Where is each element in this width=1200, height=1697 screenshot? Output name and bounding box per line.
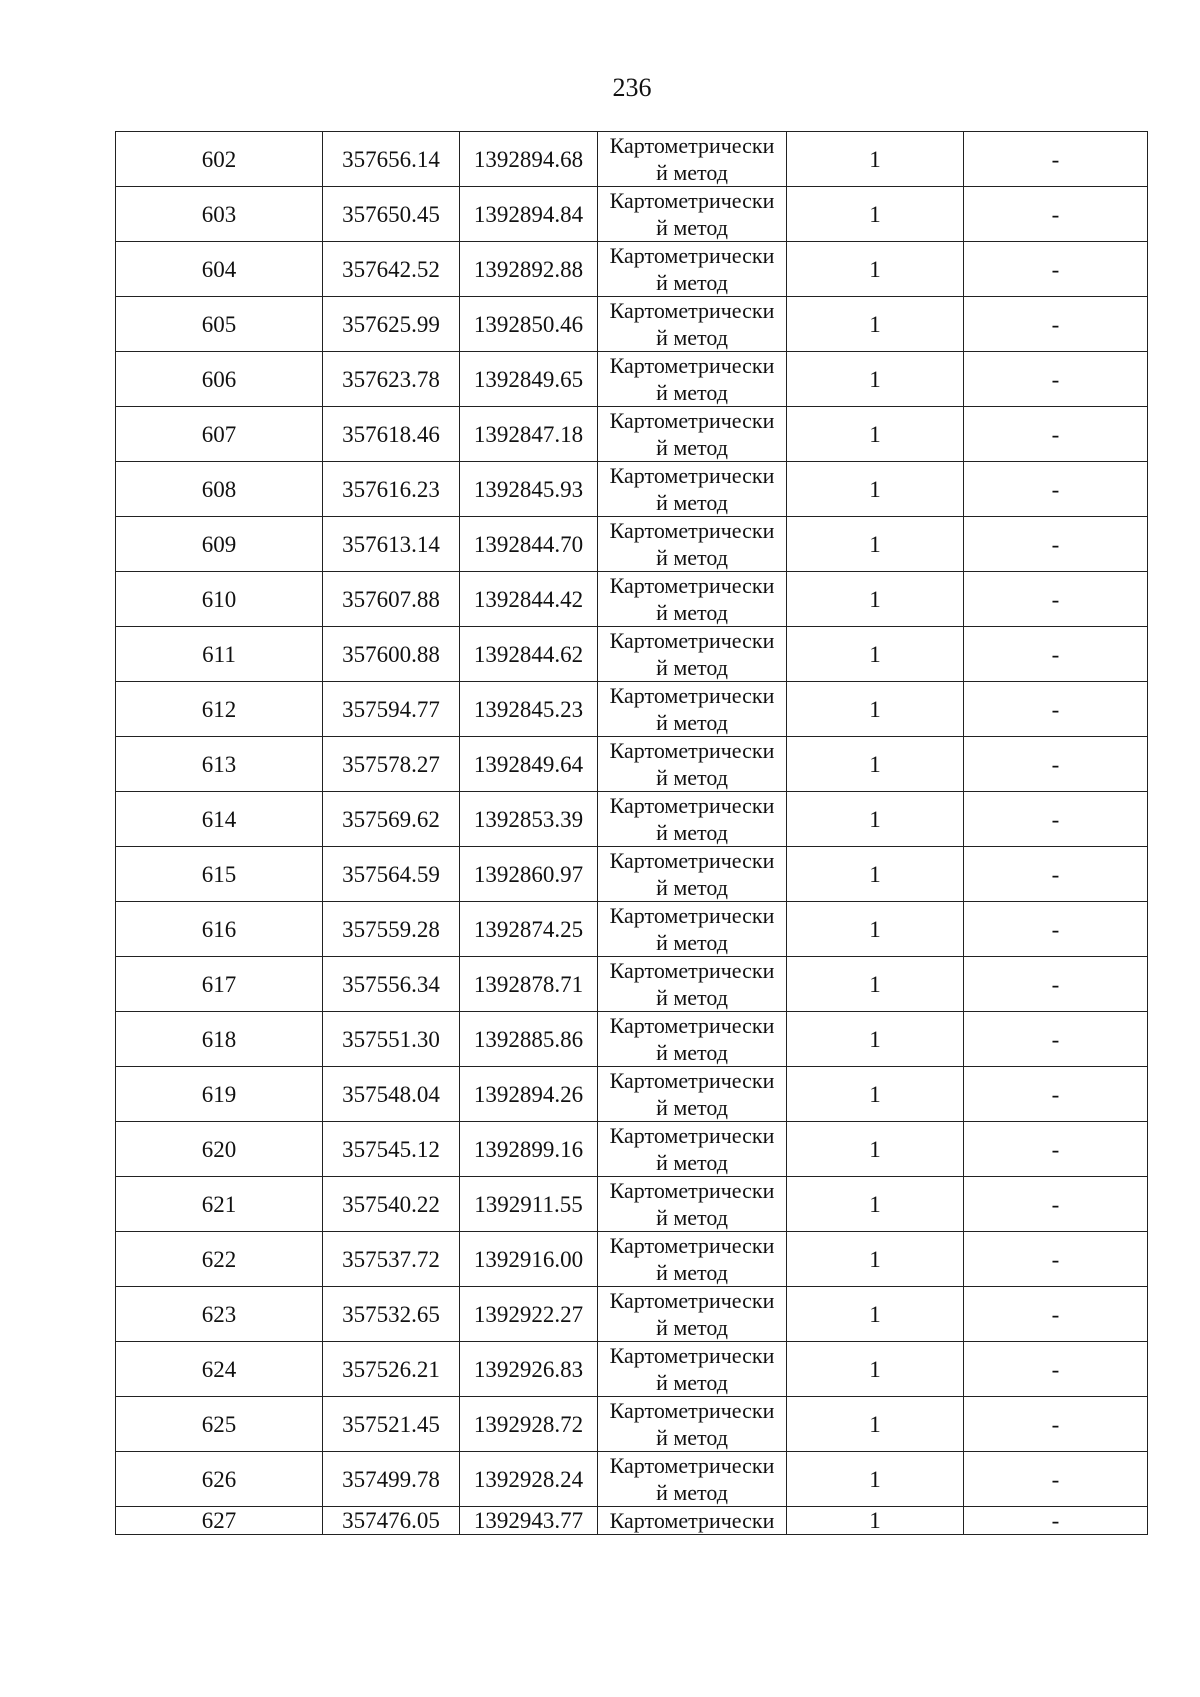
- cell-point-number: 609: [116, 517, 323, 572]
- cell-note: -: [964, 352, 1148, 407]
- method-line-1: Картометрически: [609, 958, 775, 983]
- method-line-1: Картометрически: [609, 1123, 775, 1148]
- cell-note: -: [964, 132, 1148, 187]
- cell-method: [598, 242, 787, 297]
- method-line-2: й метод: [656, 215, 728, 240]
- method-line-2: й метод: [656, 765, 728, 790]
- table-row: [116, 517, 1148, 572]
- cell-x-coordinate: 357551.30: [323, 1012, 460, 1067]
- method-line-1: Картометрически: [609, 683, 775, 708]
- cell-note: -: [964, 737, 1148, 792]
- cell-y-coordinate: 1392926.83: [460, 1342, 598, 1397]
- cell-y-coordinate: 1392845.23: [460, 682, 598, 737]
- table-row: [116, 242, 1148, 297]
- cell-point-number: 624: [116, 1342, 323, 1397]
- cell-method: [598, 682, 787, 737]
- method-line-2: й метод: [656, 930, 728, 955]
- table-row: [116, 352, 1148, 407]
- method-line-1: Картометрически: [609, 1453, 775, 1478]
- cell-method: [598, 1067, 787, 1122]
- cell-x-coordinate: 357625.99: [323, 297, 460, 352]
- table-row: [116, 1012, 1148, 1067]
- cell-point-number: 607: [116, 407, 323, 462]
- cell-precision: 1: [787, 627, 964, 682]
- method-line-1: Картометрически: [609, 1233, 775, 1258]
- table-row: [116, 682, 1148, 737]
- cell-y-coordinate: 1392849.65: [460, 352, 598, 407]
- cell-note: -: [964, 1397, 1148, 1452]
- cell-y-coordinate: 1392899.16: [460, 1122, 598, 1177]
- cell-y-coordinate: 1392844.42: [460, 572, 598, 627]
- cell-y-coordinate: 1392911.55: [460, 1177, 598, 1232]
- method-line-1: Картометрически: [609, 298, 775, 323]
- cell-method: [598, 462, 787, 517]
- cell-note: -: [964, 297, 1148, 352]
- cell-point-number: 621: [116, 1177, 323, 1232]
- cell-note: -: [964, 1287, 1148, 1342]
- cell-precision: 1: [787, 462, 964, 517]
- cell-precision: 1: [787, 297, 964, 352]
- cell-method: [598, 352, 787, 407]
- cell-point-number: 611: [116, 627, 323, 682]
- table-row: [116, 792, 1148, 847]
- cell-precision: 1: [787, 1507, 964, 1535]
- cell-y-coordinate: 1392850.46: [460, 297, 598, 352]
- cell-point-number: 602: [116, 132, 323, 187]
- cell-y-coordinate: 1392892.88: [460, 242, 598, 297]
- cell-method: [598, 1232, 787, 1287]
- table-row: [116, 1507, 1148, 1535]
- cell-x-coordinate: 357656.14: [323, 132, 460, 187]
- cell-y-coordinate: 1392943.77: [460, 1507, 598, 1535]
- method-line-1: Картометрически: [609, 1178, 775, 1203]
- table-row: [116, 627, 1148, 682]
- cell-precision: 1: [787, 187, 964, 242]
- method-line-2: й метод: [656, 325, 728, 350]
- cell-precision: 1: [787, 132, 964, 187]
- method-line-1: Картометрически: [609, 1288, 775, 1313]
- cell-note: -: [964, 572, 1148, 627]
- cell-method: [598, 517, 787, 572]
- cell-precision: 1: [787, 847, 964, 902]
- cell-method: [598, 572, 787, 627]
- method-line-1: Картометрически: [609, 793, 775, 818]
- cell-x-coordinate: 357600.88: [323, 627, 460, 682]
- method-line-1: Картометрически: [609, 573, 775, 598]
- cell-method: [598, 297, 787, 352]
- method-line-2: й метод: [656, 985, 728, 1010]
- cell-point-number: 605: [116, 297, 323, 352]
- cell-point-number: 625: [116, 1397, 323, 1452]
- cell-x-coordinate: 357521.45: [323, 1397, 460, 1452]
- table-row: [116, 847, 1148, 902]
- table-row: [116, 297, 1148, 352]
- cell-y-coordinate: 1392916.00: [460, 1232, 598, 1287]
- cell-precision: 1: [787, 1122, 964, 1177]
- cell-method: [598, 847, 787, 902]
- method-line-1: Картометрически: [609, 738, 775, 763]
- cell-point-number: 626: [116, 1452, 323, 1507]
- cell-precision: 1: [787, 1342, 964, 1397]
- cell-precision: 1: [787, 517, 964, 572]
- cell-note: -: [964, 1342, 1148, 1397]
- method-line-1: Картометрически: [609, 353, 775, 378]
- cell-method: [598, 957, 787, 1012]
- cell-y-coordinate: 1392885.86: [460, 1012, 598, 1067]
- cell-y-coordinate: 1392849.64: [460, 737, 598, 792]
- table-row: [116, 1232, 1148, 1287]
- cell-precision: 1: [787, 1177, 964, 1232]
- method-line-1: Картометрически: [609, 1068, 775, 1093]
- cell-precision: 1: [787, 1232, 964, 1287]
- cell-method: [598, 407, 787, 462]
- cell-y-coordinate: 1392874.25: [460, 902, 598, 957]
- method-line-2: й метод: [656, 600, 728, 625]
- cell-point-number: 615: [116, 847, 323, 902]
- table-row: [116, 737, 1148, 792]
- cell-point-number: 622: [116, 1232, 323, 1287]
- method-line-1: Картометрически: [609, 518, 775, 543]
- method-line-1: Картометрически: [609, 1398, 775, 1423]
- method-line-2: й метод: [656, 1480, 728, 1505]
- cell-point-number: 627: [116, 1507, 323, 1535]
- table-row: [116, 1452, 1148, 1507]
- cell-note: -: [964, 792, 1148, 847]
- method-line-1: Картометрически: [609, 903, 775, 928]
- cell-x-coordinate: 357537.72: [323, 1232, 460, 1287]
- cell-x-coordinate: 357499.78: [323, 1452, 460, 1507]
- method-line-2: й метод: [656, 1150, 728, 1175]
- cell-note: -: [964, 957, 1148, 1012]
- method-line-1: Картометрически: [609, 188, 775, 213]
- method-line-2: й метод: [656, 270, 728, 295]
- method-line-2: й метод: [656, 490, 728, 515]
- cell-method: [598, 902, 787, 957]
- method-line-2: й метод: [656, 1425, 728, 1450]
- cell-method: [598, 1287, 787, 1342]
- method-line-2: й метод: [656, 435, 728, 460]
- cell-precision: 1: [787, 407, 964, 462]
- cell-point-number: 619: [116, 1067, 323, 1122]
- method-line-1: Картометрически: [609, 243, 775, 268]
- cell-precision: 1: [787, 1397, 964, 1452]
- cell-x-coordinate: 357616.23: [323, 462, 460, 517]
- method-line-2: й метод: [656, 380, 728, 405]
- method-line-2: й метод: [656, 875, 728, 900]
- cell-x-coordinate: 357623.78: [323, 352, 460, 407]
- cell-point-number: 618: [116, 1012, 323, 1067]
- cell-x-coordinate: 357540.22: [323, 1177, 460, 1232]
- cell-note: -: [964, 187, 1148, 242]
- cell-method: [598, 1342, 787, 1397]
- table-row: [116, 1177, 1148, 1232]
- method-line-2: й метод: [656, 1370, 728, 1395]
- method-line-2: й метод: [656, 1315, 728, 1340]
- cell-y-coordinate: 1392844.62: [460, 627, 598, 682]
- cell-y-coordinate: 1392845.93: [460, 462, 598, 517]
- cell-note: -: [964, 1177, 1148, 1232]
- cell-precision: 1: [787, 682, 964, 737]
- cell-method: [598, 1452, 787, 1507]
- cell-y-coordinate: 1392847.18: [460, 407, 598, 462]
- table-row: [116, 187, 1148, 242]
- method-line-1: Картометрически: [609, 1343, 775, 1368]
- method-line-1: Картометрически: [609, 408, 775, 433]
- method-line-2: й метод: [656, 655, 728, 680]
- table-row: [116, 1067, 1148, 1122]
- cell-precision: 1: [787, 1067, 964, 1122]
- method-line-2: й метод: [656, 545, 728, 570]
- cell-x-coordinate: 357642.52: [323, 242, 460, 297]
- cell-note: -: [964, 1452, 1148, 1507]
- method-line-1: Картометрически: [609, 133, 775, 158]
- cell-note: -: [964, 682, 1148, 737]
- cell-x-coordinate: 357548.04: [323, 1067, 460, 1122]
- cell-x-coordinate: 357618.46: [323, 407, 460, 462]
- table-row: [116, 407, 1148, 462]
- cell-precision: 1: [787, 1012, 964, 1067]
- method-line-2: й метод: [656, 1260, 728, 1285]
- method-line-1: Картометрически: [609, 628, 775, 653]
- table-row: [116, 902, 1148, 957]
- table-row: [116, 1122, 1148, 1177]
- cell-x-coordinate: 357569.62: [323, 792, 460, 847]
- cell-point-number: 613: [116, 737, 323, 792]
- cell-precision: 1: [787, 1452, 964, 1507]
- cell-precision: 1: [787, 792, 964, 847]
- cell-precision: 1: [787, 957, 964, 1012]
- cell-method: [598, 132, 787, 187]
- cell-x-coordinate: 357526.21: [323, 1342, 460, 1397]
- cell-x-coordinate: 357545.12: [323, 1122, 460, 1177]
- cell-precision: 1: [787, 1287, 964, 1342]
- cell-y-coordinate: 1392894.26: [460, 1067, 598, 1122]
- table-row: [116, 1287, 1148, 1342]
- cell-note: -: [964, 1232, 1148, 1287]
- table-row: [116, 1397, 1148, 1452]
- cell-x-coordinate: 357476.05: [323, 1507, 460, 1535]
- cell-precision: 1: [787, 572, 964, 627]
- cell-note: -: [964, 1122, 1148, 1177]
- cell-method: [598, 627, 787, 682]
- cell-note: -: [964, 1507, 1148, 1535]
- table-row: [116, 132, 1148, 187]
- cell-x-coordinate: 357556.34: [323, 957, 460, 1012]
- cell-method: [598, 1397, 787, 1452]
- cell-precision: 1: [787, 902, 964, 957]
- table-row: [116, 957, 1148, 1012]
- method-line-1: Картометрически: [609, 1507, 775, 1533]
- cell-method: [598, 737, 787, 792]
- cell-x-coordinate: 357594.77: [323, 682, 460, 737]
- cell-y-coordinate: 1392894.84: [460, 187, 598, 242]
- cell-point-number: 612: [116, 682, 323, 737]
- table-row: [116, 1342, 1148, 1397]
- table-row: [116, 462, 1148, 517]
- cell-note: -: [964, 1012, 1148, 1067]
- coordinates-table: [115, 131, 1148, 1535]
- cell-precision: 1: [787, 242, 964, 297]
- cell-point-number: 623: [116, 1287, 323, 1342]
- cell-point-number: 606: [116, 352, 323, 407]
- cell-precision: 1: [787, 737, 964, 792]
- cell-y-coordinate: 1392922.27: [460, 1287, 598, 1342]
- cell-note: -: [964, 242, 1148, 297]
- cell-note: -: [964, 1067, 1148, 1122]
- method-line-2: й метод: [656, 820, 728, 845]
- cell-method: [598, 1122, 787, 1177]
- method-line-1: Картометрически: [609, 463, 775, 488]
- cell-y-coordinate: 1392878.71: [460, 957, 598, 1012]
- cell-point-number: 614: [116, 792, 323, 847]
- page-number: 236: [612, 73, 652, 102]
- cell-method: [598, 1507, 787, 1535]
- cell-y-coordinate: 1392894.68: [460, 132, 598, 187]
- cell-y-coordinate: 1392860.97: [460, 847, 598, 902]
- cell-x-coordinate: 357559.28: [323, 902, 460, 957]
- cell-x-coordinate: 357650.45: [323, 187, 460, 242]
- method-line-2: й метод: [656, 160, 728, 185]
- cell-point-number: 620: [116, 1122, 323, 1177]
- method-line-1: Картометрически: [609, 1013, 775, 1038]
- method-line-2: й метод: [656, 1040, 728, 1065]
- cell-method: [598, 1012, 787, 1067]
- cell-x-coordinate: 357564.59: [323, 847, 460, 902]
- cell-method: [598, 187, 787, 242]
- method-line-2: й метод: [656, 710, 728, 735]
- cell-x-coordinate: 357613.14: [323, 517, 460, 572]
- table-row: [116, 572, 1148, 627]
- cell-y-coordinate: 1392844.70: [460, 517, 598, 572]
- cell-x-coordinate: 357607.88: [323, 572, 460, 627]
- cell-y-coordinate: 1392853.39: [460, 792, 598, 847]
- cell-precision: 1: [787, 352, 964, 407]
- cell-note: -: [964, 847, 1148, 902]
- cell-x-coordinate: 357532.65: [323, 1287, 460, 1342]
- cell-point-number: 608: [116, 462, 323, 517]
- method-line-1: Картометрически: [609, 848, 775, 873]
- cell-method: [598, 792, 787, 847]
- cell-point-number: 616: [116, 902, 323, 957]
- method-line-2: й метод: [656, 1095, 728, 1120]
- cell-point-number: 604: [116, 242, 323, 297]
- cell-note: -: [964, 902, 1148, 957]
- cell-note: -: [964, 462, 1148, 517]
- cell-y-coordinate: 1392928.72: [460, 1397, 598, 1452]
- cell-y-coordinate: 1392928.24: [460, 1452, 598, 1507]
- cell-note: -: [964, 517, 1148, 572]
- coordinates-table-body: [116, 132, 1148, 1535]
- cell-point-number: 603: [116, 187, 323, 242]
- method-line-2: й метод: [656, 1205, 728, 1230]
- cell-x-coordinate: 357578.27: [323, 737, 460, 792]
- cell-point-number: 617: [116, 957, 323, 1012]
- cell-method: [598, 1177, 787, 1232]
- cell-note: -: [964, 407, 1148, 462]
- cell-point-number: 610: [116, 572, 323, 627]
- cell-note: -: [964, 627, 1148, 682]
